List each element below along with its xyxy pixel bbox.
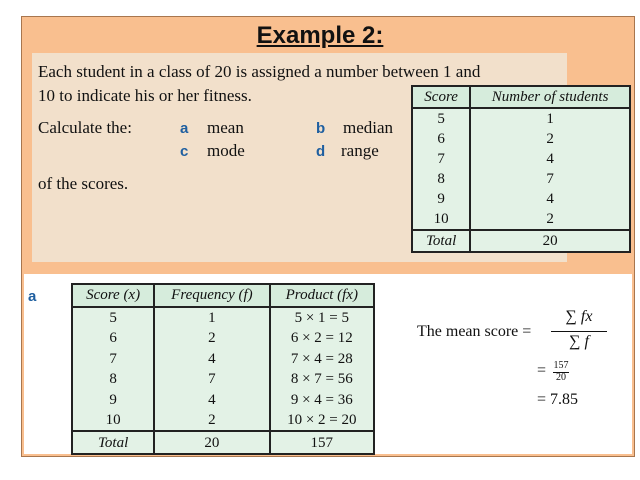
- numerator: ∑ fx: [565, 308, 593, 325]
- cell: 8 × 7 = 56: [270, 369, 374, 389]
- part-label-c: c: [180, 143, 189, 160]
- table-row: [412, 209, 630, 230]
- calculate-label: Calculate the:: [38, 118, 132, 137]
- table-row: [72, 369, 374, 389]
- cell: 4: [154, 348, 269, 368]
- cell: 6: [72, 328, 154, 348]
- cell: 9: [412, 189, 470, 209]
- cell: 5: [72, 307, 154, 329]
- part-text-d: range: [341, 141, 379, 160]
- col-header: Score: [412, 86, 470, 108]
- cell: 20: [154, 431, 269, 454]
- cell: 5: [412, 108, 470, 129]
- question-tail: of the scores.: [38, 174, 129, 193]
- table-row: [412, 108, 630, 129]
- equals-sign: =: [537, 362, 547, 379]
- cell: 6: [412, 129, 470, 149]
- table-row: [412, 129, 630, 149]
- question-line-2: 10 to indicate his or her fitness.: [38, 86, 252, 105]
- fraction-denominator: 20: [556, 372, 566, 383]
- cell: 2: [470, 129, 630, 149]
- total-row: [412, 230, 630, 252]
- cell: 7 × 4 = 28: [270, 348, 374, 368]
- cell: 2: [154, 328, 269, 348]
- col-header: Product (fx): [270, 284, 374, 307]
- cell: 157: [270, 431, 374, 454]
- table-row: [412, 149, 630, 169]
- cell: 7: [154, 369, 269, 389]
- part-label-b: b: [316, 120, 326, 137]
- table-row: [72, 307, 374, 329]
- page-title: Example 2:: [256, 22, 384, 49]
- cell: 5 × 1 = 5: [270, 307, 374, 329]
- cell: 9 × 4 = 36: [270, 389, 374, 409]
- table-row: [72, 348, 374, 368]
- cell: 7: [412, 149, 470, 169]
- cell: 4: [154, 389, 269, 409]
- cell: 4: [470, 149, 630, 169]
- solution-label: a: [28, 288, 37, 305]
- part-text-c: mode: [207, 141, 245, 160]
- cell: 1: [470, 108, 630, 129]
- table-row: [72, 389, 374, 409]
- table-row: [72, 328, 374, 348]
- cell: 4: [470, 189, 630, 209]
- cell: Total: [412, 230, 470, 252]
- part-label-d: d: [316, 143, 326, 160]
- cell: 20: [470, 230, 630, 252]
- cell: 7: [470, 169, 630, 189]
- score-table: [411, 85, 631, 253]
- cell: 10: [72, 410, 154, 432]
- cell: 1: [154, 307, 269, 329]
- col-header: Number of students: [470, 86, 630, 108]
- cell: 2: [154, 410, 269, 432]
- denominator: ∑ f: [569, 333, 589, 350]
- fraction-numerator: 157: [553, 360, 569, 371]
- table-row: [412, 169, 630, 189]
- solution-table: [71, 283, 375, 455]
- table-row: [412, 189, 630, 209]
- table-row: [72, 410, 374, 432]
- cell: 2: [470, 209, 630, 230]
- cell: 7: [72, 348, 154, 368]
- cell: 6 × 2 = 12: [270, 328, 374, 348]
- question-line-1: Each student in a class of 20 is assigned a number between 1 and: [38, 62, 481, 81]
- cell: 10 × 2 = 20: [270, 410, 374, 432]
- fraction-bar: [551, 331, 607, 332]
- cell: 9: [72, 389, 154, 409]
- part-label-a: a: [180, 120, 189, 137]
- cell: 8: [412, 169, 470, 189]
- col-header: Score (x): [72, 284, 154, 307]
- part-text-b: median: [343, 118, 394, 137]
- mean-formula-prefix: The mean score =: [417, 323, 532, 340]
- mean-result: = 7.85: [537, 391, 579, 408]
- part-text-a: mean: [207, 118, 244, 137]
- cell: 8: [72, 369, 154, 389]
- cell: 10: [412, 209, 470, 230]
- cell: Total: [72, 431, 154, 454]
- total-row: [72, 431, 374, 454]
- col-header: Frequency (f): [154, 284, 269, 307]
